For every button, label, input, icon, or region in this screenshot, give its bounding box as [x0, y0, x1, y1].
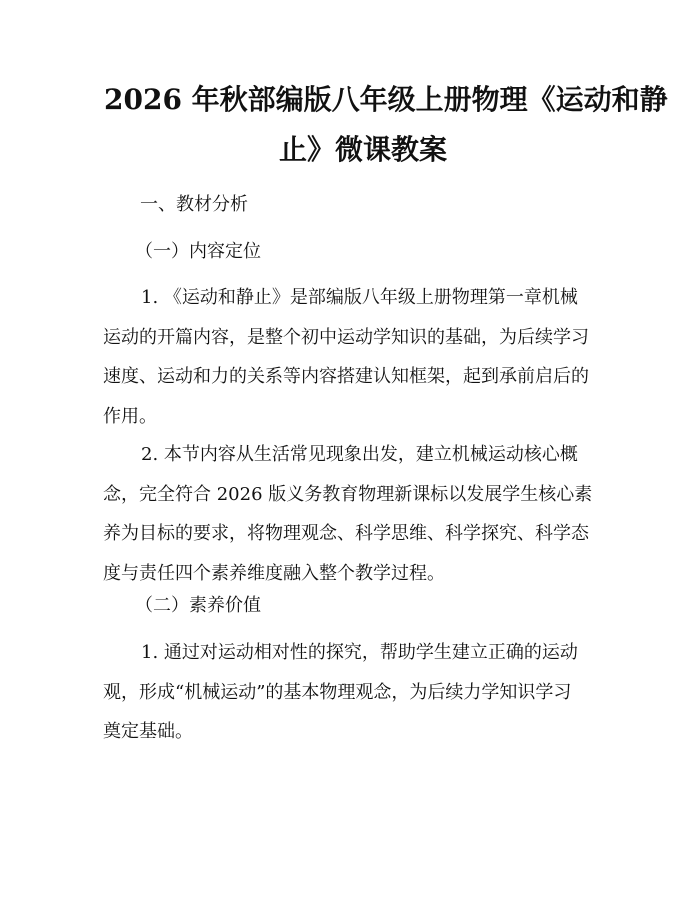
- paragraph-line: 2. 本节内容从生活常见现象出发，建立机械运动核心概: [141, 444, 578, 465]
- paragraph-content-2: [103, 435, 603, 593]
- paragraph-line: 念，完全符合 2026 版义务教育物理新课标以发展学生核心素: [103, 483, 593, 505]
- subsection-heading-literacy-value: （二）素养价值: [135, 595, 261, 616]
- paragraph-line: 速度、运动和力的关系等内容搭建认知框架，起到承前启后的: [103, 366, 589, 387]
- document-title-line-1: 2026 年秋部编版八年级上册物理《运动和静: [104, 83, 668, 116]
- subsection-heading-content-positioning: （一）内容定位: [135, 241, 261, 262]
- paragraph-line: 运动的开篇内容，是整个初中运动学知识的基础，为后续学习: [103, 326, 589, 348]
- paragraph-line: 观，形成“机械运动”的基本物理观念，为后续力学知识学习: [103, 681, 572, 703]
- section-heading-textbook-analysis: 一、教材分析: [140, 194, 248, 215]
- paragraph-line: 1. 《运动和静止》是部编版八年级上册物理第一章机械: [141, 287, 578, 308]
- paragraph-content-1: [103, 278, 603, 436]
- paragraph-line: 1. 通过对运动相对性的探究，帮助学生建立正确的运动: [141, 642, 578, 663]
- paragraph-line: 奠定基础。: [103, 721, 193, 742]
- paragraph-line: 养为目标的要求，将物理观念、科学思维、科学探究、科学态: [103, 523, 589, 544]
- paragraph-line: 作用。: [103, 405, 157, 427]
- paragraph-line: 度与责任四个素养维度融入整个教学过程。: [103, 562, 445, 584]
- paragraph-content-3: [103, 633, 603, 752]
- document-title-line-2: 止》微课教案: [279, 133, 448, 166]
